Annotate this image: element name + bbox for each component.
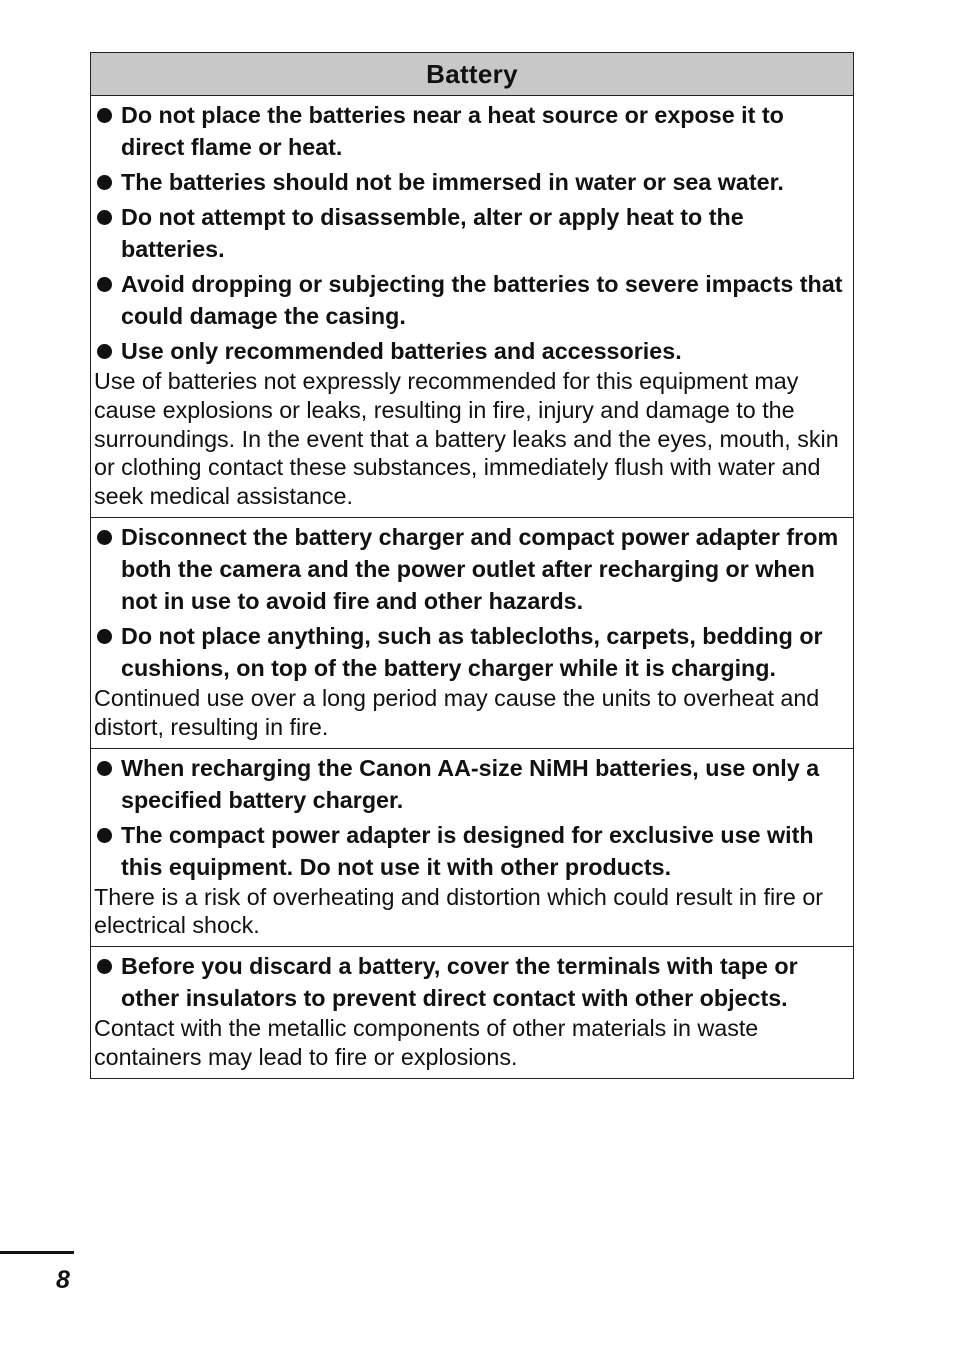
warning-text: The compact power adapter is designed for exclusive use with this equipment. Do not use it with other products. (121, 821, 814, 880)
warning-text: The batteries should not be immersed in water or sea water. (121, 169, 784, 195)
warning-item (94, 201, 853, 265)
warning-text: Disconnect the battery charger and compact power adapter from both the camera and the power outlet after recharging or when not in use to avoid fire and other hazards. (121, 523, 839, 614)
table-header (91, 53, 853, 96)
page-number: 8 (56, 1266, 70, 1294)
bullet-icon (97, 210, 112, 225)
warning-explanation: Use of batteries not expressly recommended for this equipment may cause explosions or leaks, resulting in fire, injury and damage to the surroundings. In the event that a battery leaks and the eyes, mouth, skin or clothing contact these substances, immediately flush with water and seek medical assistance. (94, 368, 839, 510)
warning-text: Avoid dropping or subjecting the batteries to severe impacts that could damage the casing. (121, 271, 843, 329)
footer-rule (0, 1251, 74, 1254)
bullet-icon (97, 277, 112, 292)
bullet-icon (97, 828, 112, 843)
warning-section-2 (91, 521, 853, 749)
warning-item (94, 166, 853, 198)
warning-item (94, 521, 853, 617)
bullet-icon (97, 761, 112, 776)
warning-item (94, 950, 853, 1014)
warning-text: Do not place the batteries near a heat source or expose it to direct flame or heat. (121, 102, 784, 160)
bullet-icon (97, 108, 112, 123)
bullet-icon (97, 175, 112, 190)
warning-text: When recharging the Canon AA-size NiMH batteries, use only a specified battery charger. (121, 754, 820, 813)
bullet-icon (97, 959, 112, 974)
warning-item (94, 819, 853, 883)
bullet-icon (97, 629, 112, 644)
warning-text: Before you discard a battery, cover the terminals with tape or other insulators to prevent direct contact with other objects. (121, 953, 798, 1012)
warning-text: Do not attempt to disassemble, alter or apply heat to the batteries. (121, 204, 744, 262)
warning-item (94, 99, 853, 163)
warning-section-4 (91, 950, 853, 1078)
warning-explanation: Contact with the metallic components of other materials in waste containers may lead to fire or explosions. (94, 1015, 759, 1070)
battery-warning-table (90, 52, 854, 1079)
warning-item (94, 752, 853, 816)
warning-item (94, 268, 853, 332)
table-title: Battery (426, 58, 518, 89)
warning-section-1 (91, 99, 853, 518)
warning-text: Use only recommended batteries and accessories. (121, 338, 682, 364)
bullet-icon (97, 530, 112, 545)
bullet-icon (97, 344, 112, 359)
warning-text: Do not place anything, such as tablecloths, carpets, bedding or cushions, on top of the battery charger while it is charging. (121, 622, 823, 681)
warning-section-3 (91, 752, 853, 948)
warning-explanation: There is a risk of overheating and distortion which could result in fire or electrical shock. (94, 883, 824, 939)
warning-item (94, 335, 853, 367)
warning-item (94, 620, 853, 684)
warning-explanation: Continued use over a long period may cause the units to overheat and distort, resulting in fire. (94, 684, 820, 740)
